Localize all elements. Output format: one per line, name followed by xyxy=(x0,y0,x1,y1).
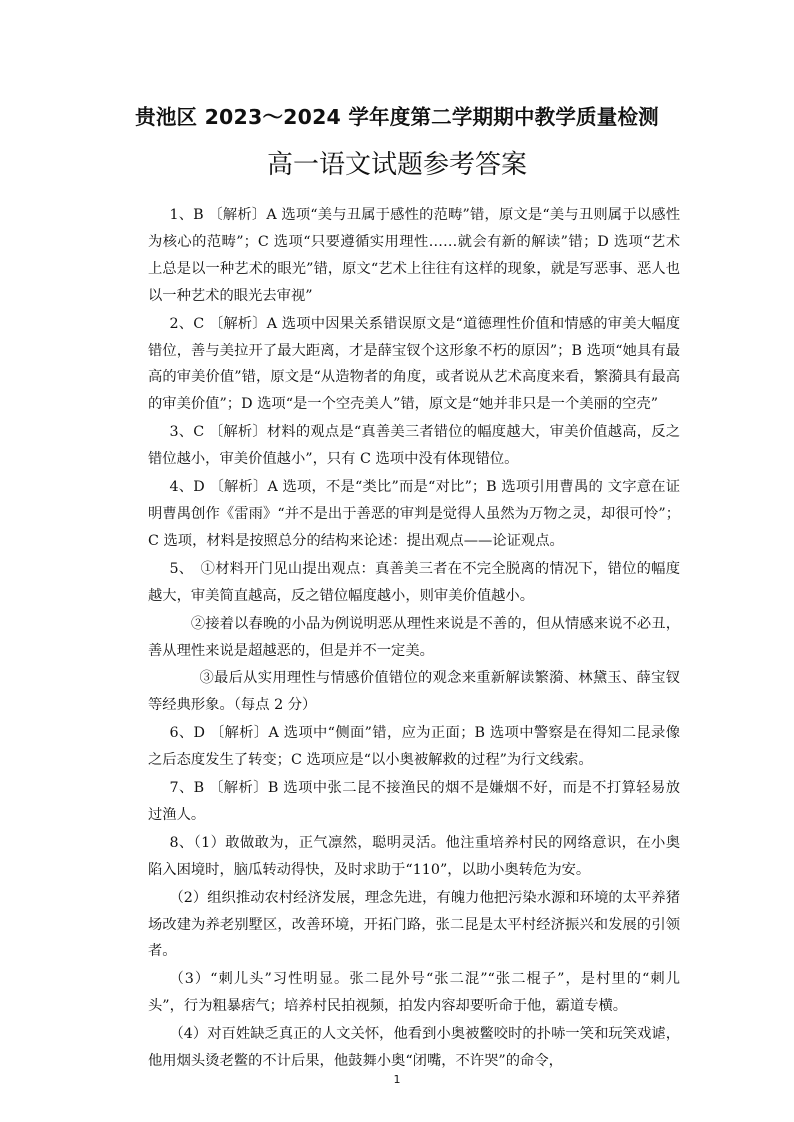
answer-5-point-1: 5、 ①材料开门见山提出观点：真善美三者在不完全脱离的情况下，错位的幅度越大，审美简直越高，反之错位幅度越小，则审美价值越小。 xyxy=(148,560,680,604)
answer-2: 2、C 〔解析〕A 选项中因果关系错误原文是“道德理性价值和情感的审美大幅度错位，善与美拉开了最大距离，才是薛宝钗个这形象不朽的原因”；B 选项“她具有最高的审美价值”错，原文是“从造物者的角度，或者说从艺术高度来看，繁漪具有最高的审美价值”；D 选项“是一个空壳美人”错，原文是“她并非只是一个美丽的空壳” xyxy=(148,315,680,413)
answer-8-point-2: （2）组织推动农村经济发展，理念先进，有魄力他把污染水源和环境的太平养猪场改建为养老别墅区，改善环境，开拓门路，张二昆是太平村经济振兴和发展的引领者。 xyxy=(148,889,680,960)
answer-8-point-3: （3）“刺儿头”习性明显。张二昆外号“张二混”“张二棍子”，是村里的“刺儿头”，行为粗暴痞气；培养村民拍视频，拍发内容却要听命于他，霸道专横。 xyxy=(148,971,680,1015)
exam-title: 贵池区 2023～2024 学年度第二学期期中教学质量检测 xyxy=(135,105,659,129)
answer-5-point-2: ②接着以春晚的小品为例说明恶从理性来说是不善的，但从情感来说不必丑，善从理性来说是超越恶的，但是并不一定美。 xyxy=(148,615,680,659)
page-number: 1 xyxy=(393,1073,401,1086)
answer-4: 4、D 〔解析〕A 选项，不是“类比”而是“对比”；B 选项引用曹禺的 文字意在证明曹禺创作《雷雨》“并不是出于善恶的审判是觉得人虽然为万物之灵，却很可怜”；C 选项，材料是按照总分的结构来论述：提出观点——论证观点。 xyxy=(148,479,680,549)
answer-key-title: 高一语文试题参考答案 xyxy=(266,150,527,180)
answer-body xyxy=(148,202,680,1076)
answer-3: 3、C 〔解析〕材料的观点是“真善美三者错位的幅度越大，审美价值越高，反之错位越小，审美价值越小”，只有 C 选项中没有体现错位。 xyxy=(148,424,680,468)
answer-8-point-1: 8、（1）敢做敢为，正气凛然，聪明灵活。他注重培养村民的网络意识，在小奥陷入困境时，脑瓜转动得快，及时求助于“110”，以助小奥转危为安。 xyxy=(148,834,680,878)
answer-8-point-4: （4）对百姓缺乏真正的人文关怀，他看到小奥被鳖咬时的扑哧一笑和玩笑戏谑，他用烟头烫老鳖的不计后果，他鼓舞小奥“闭嘴，不许哭”的命令， xyxy=(148,1026,680,1070)
answer-6: 6、D 〔解析〕A 选项中“侧面”错，应为正面；B 选项中警察是在得知二昆录像之后态度发生了转变；C 选项应是“以小奥被解救的过程”为行文线索。 xyxy=(148,725,680,769)
answer-7: 7、B 〔解析〕B 选项中张二昆不接渔民的烟不是嫌烟不好，而是不打算轻易放过渔人。 xyxy=(148,780,680,823)
answer-5-point-3: ③最后从实用理性与情感价值错位的观念来重新解读繁漪、林黛玉、薛宝钗等经典形象。（每点 2 分） xyxy=(148,670,680,714)
answer-1: 1、B 〔解析〕A 选项“美与丑属于感性的范畴”错，原文是“美与丑则属于以感性为核心的范畴”；C 选项“只要遵循实用理性……就会有新的解读”错；D 选项“艺术上总是以一种艺术的眼光”错，原文“艺术上往往有这样的现象，就是写恶事、恶人也以一种艺术的眼光去审视” xyxy=(148,207,680,304)
